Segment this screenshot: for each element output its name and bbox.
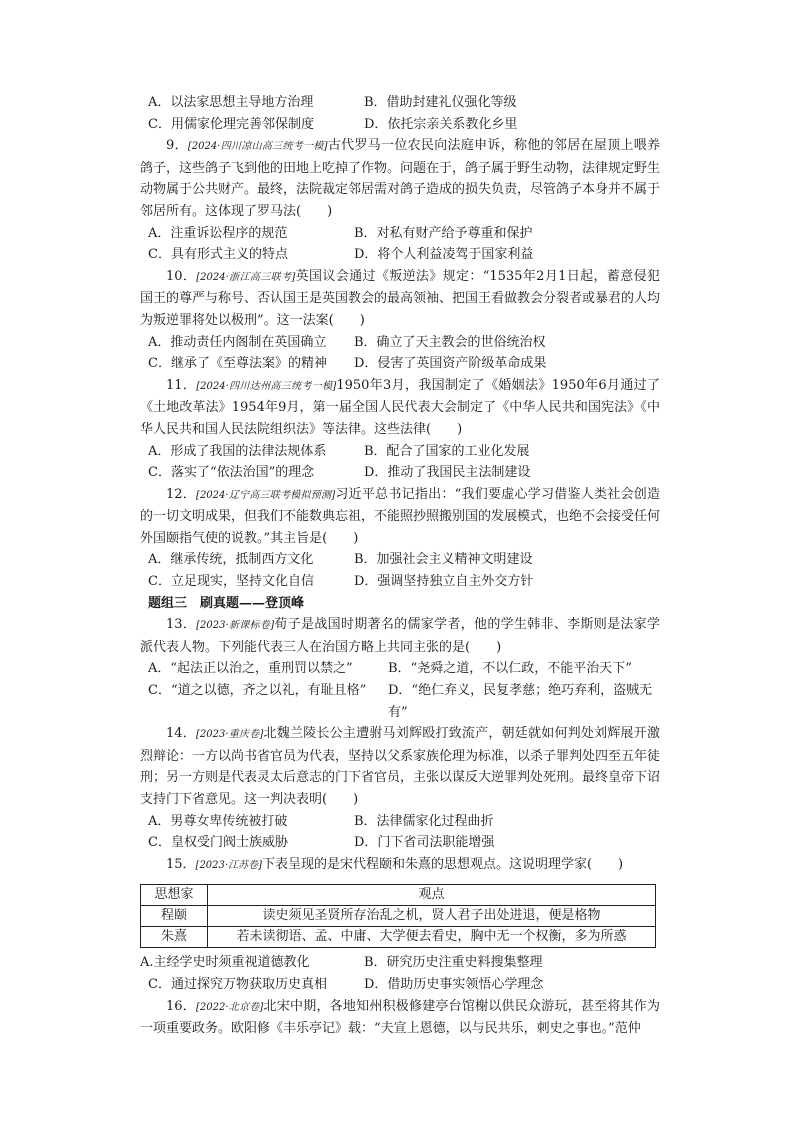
question-number: 13．	[166, 617, 197, 633]
question-stem	[140, 996, 660, 1040]
option-d: D．将个人利益凌驾于国家利益	[354, 247, 534, 263]
question-14	[140, 723, 660, 854]
question-stem	[140, 266, 660, 332]
document-body	[140, 92, 660, 1040]
question-options	[140, 952, 660, 995]
option-b: B．法律儒家化过程曲折	[354, 813, 494, 829]
table-cell: 读史须见圣贤所存治乱之机，贤人君子出处进退，便是格物	[208, 906, 656, 927]
question-number: 16．	[166, 998, 196, 1014]
option-d: D．侵害了英国资产阶级革命成果	[354, 356, 547, 372]
option-a: A．推动责任内阁制在英国确立	[148, 334, 327, 350]
question-number: 12．	[166, 486, 197, 502]
table-cell: 程颐	[141, 906, 208, 927]
question-options	[140, 549, 660, 592]
question-text: 古代罗马一位农民向法庭申诉，称他的邻居在屋顶上喂养鸽子，这些鸽子飞到他的田地上吃掉了作物。问题在于，鸽子属于野生动物，法律规定野生动物属于公共财产。最终，法院裁定邻居需对鸽子造成的损失负责，尽管鸽子本身并不属于邻居所有。这体现了罗马法( )	[140, 138, 661, 219]
option-b: B．对私有财产给予尊重和保护	[354, 225, 533, 241]
question-text: 荀子是战国时期著名的儒家学者，他的学生韩非、李斯则是法家学派代表人物。下列能代表三人在治国方略上共同主张的是( )	[140, 617, 660, 655]
option-a: A.主经学史时须重视道德教化	[140, 955, 310, 971]
question-source: [2023·新课标卷]	[196, 620, 275, 632]
question-options	[140, 811, 660, 854]
table-header-row	[141, 885, 656, 906]
option-b: B．配合了国家的工业化发展	[364, 443, 530, 459]
option-b: B．借助封建礼仪强化等级	[364, 95, 517, 110]
question-source: [2024·四川凉山高三统考一模]	[187, 141, 328, 153]
table-header: 思想家	[141, 885, 208, 906]
option-d: D．门下省司法职能增强	[354, 835, 495, 851]
section-heading: 题组三 刷真题——登顶峰	[148, 595, 305, 611]
option-b: B．“尧舜之道，不以仁政，不能平治天下”	[388, 661, 632, 677]
question-number: 14．	[166, 726, 196, 742]
question-text: 下表呈现的是宋代程颐和朱熹的思想观点。这说明理学家( )	[261, 856, 624, 872]
question-options	[140, 441, 660, 484]
question-options	[140, 223, 660, 266]
option-b: B．加强社会主义精神文明建设	[354, 552, 533, 568]
question-stem	[140, 484, 660, 550]
question-11	[140, 375, 660, 484]
question-text: 习近平总书记指出：“我们要虚心学习借鉴人类社会创造的一切文明成果，但我们不能数典忘祖，不能照抄照搬别国的发展模式，也绝不会接受任何外国颐指气使的说教。”其主旨是( )	[140, 486, 661, 546]
option-a: A．注重诉讼程序的规范	[148, 225, 288, 241]
option-d: D．借助历史事实领悟心学理念	[364, 976, 544, 992]
question-source: [2023·江苏卷]	[195, 859, 262, 871]
question-number: 15．	[166, 856, 196, 872]
question-10	[140, 266, 660, 375]
question-number: 10．	[166, 268, 197, 284]
question-13	[140, 614, 660, 723]
option-b: B．研究历史注重史料搜集整理	[364, 955, 543, 971]
question-text: 北宋中期，各地知州积极修建亭台馆榭以供民众游玩，甚至将其作为一项重要政务。欧阳修《丰乐亭记》载：“夫宣上恩德，以与民共乐，刺史之事也。”范仲	[140, 998, 660, 1037]
question-stem	[140, 854, 660, 877]
question-source: [2022·北京卷]	[196, 1001, 264, 1013]
option-c: C．通过探究万物获取历史真相	[148, 976, 327, 992]
option-d: D．依托宗亲关系教化乡里	[364, 116, 518, 132]
option-c: C．用儒家伦理完善邻保制度	[148, 116, 314, 132]
question-number: 9．	[166, 138, 188, 154]
question-8-options	[140, 92, 660, 135]
question-text: 1950年3月，我国制定了《婚姻法》1950年6月通过了《土地改革法》1954年9月，第一届全国人民代表大会制定了《中华人民共和国宪法》《中华人民共和国人民法院组织法》等法律。这些法律( )	[140, 377, 661, 437]
thinkers-table	[140, 884, 656, 948]
question-stem	[140, 375, 660, 441]
option-a: A．形成了我国的法律法规体系	[148, 443, 327, 459]
question-9	[140, 135, 660, 266]
table-cell: 若未读彻语、孟、中庸、大学便去看史，胸中无一个权衡，多为所惑	[208, 927, 656, 948]
question-text: 英国议会通过《叛逆法》规定：“1535年2月1日起，蓄意侵犯国王的尊严与称号、否认国王是英国教会的最高领袖、把国王看做教会分裂者或暴君的人均为叛逆罪将处以极刑”。这一法案( )	[140, 268, 661, 328]
table-cell: 朱熹	[141, 927, 208, 948]
question-source: [2024·四川达州高三统考一模]	[196, 380, 337, 392]
option-d: D．推动了我国民主法制建设	[364, 465, 531, 481]
question-source: [2024·浙江高三联考]	[196, 271, 296, 283]
table-row	[141, 927, 656, 948]
question-15	[140, 854, 660, 996]
option-a: A．以法家思想主导地方治理	[148, 95, 314, 110]
question-stem	[140, 723, 660, 810]
question-source: [2024·辽宁高三联考模拟预测]	[196, 489, 336, 501]
option-c: C．“道之以德，齐之以礼，有耻且格”	[148, 683, 367, 699]
table-header: 观点	[208, 885, 656, 906]
question-stem	[140, 614, 660, 658]
option-d: D．“绝仁弃义，民复孝慈；绝巧弃利，盗贼无有”	[388, 683, 653, 720]
option-a: A．继承传统，抵制西方文化	[148, 552, 314, 568]
option-c: C．继承了《至尊法案》的精神	[148, 356, 327, 372]
question-number: 11．	[166, 377, 197, 393]
option-c: C．皇权受门阀士族威胁	[148, 835, 288, 851]
question-source: [2023·重庆卷]	[196, 729, 264, 741]
option-b: B．确立了天主教会的世俗统治权	[354, 334, 546, 350]
option-c: C．立足现实，坚持文化自信	[148, 574, 314, 590]
question-stem	[140, 135, 660, 222]
question-options	[140, 332, 660, 375]
table-row	[141, 906, 656, 927]
question-16	[140, 996, 660, 1040]
question-text: 北魏兰陵长公主遭驸马刘辉殴打致流产，朝廷就如何判处刘辉展开激烈辩论：一方以尚书省官员为代表，坚持以父系家族伦理为标准，以杀子罪判处四至五年徒刑；另一方则是代表灵太后意志的门下省官员，主张以谋反大逆罪判处死刑。最终皇帝下诏支持门下省意见。这一判决表明( )	[140, 726, 661, 807]
option-a: A．“起法正以治之，重刑罚以禁之”	[148, 661, 353, 677]
option-c: C．落实了“依法治国”的理念	[148, 465, 315, 481]
question-12	[140, 484, 660, 593]
option-a: A．男尊女卑传统被打破	[148, 813, 288, 829]
question-options	[140, 658, 660, 723]
option-d: D．强调坚持独立自主外交方针	[354, 574, 534, 590]
option-c: C．具有形式主义的特点	[148, 247, 288, 263]
